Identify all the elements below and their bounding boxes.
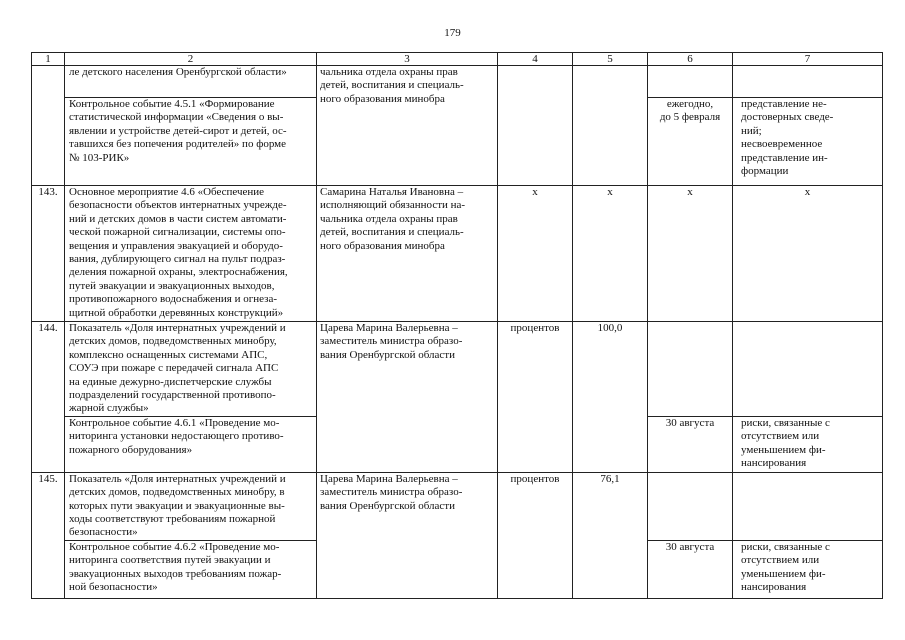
risk-cell bbox=[733, 98, 883, 186]
responsible-cell bbox=[317, 322, 498, 473]
table-row bbox=[32, 186, 883, 322]
text-line: СОУЭ при пожаре с передачей сигнала АПС bbox=[69, 362, 279, 375]
text-line: Контрольное событие 4.6.2 «Проведение мо- bbox=[69, 540, 280, 553]
text-line: ниторинга установки недостающего противо- bbox=[69, 430, 284, 443]
control-event-cell bbox=[65, 98, 317, 186]
text-line: статистической информации «Сведения о вы- bbox=[69, 111, 284, 124]
text-line: детских домов, подведомственных минобру, bbox=[69, 335, 277, 348]
table-row bbox=[32, 322, 883, 417]
text-line: нансирования bbox=[741, 581, 807, 594]
text-line: № 103-РИК» bbox=[69, 151, 130, 164]
text-line: отсутствием или bbox=[741, 430, 820, 443]
unit-cell: процентов bbox=[498, 472, 573, 598]
text-line: представление не- bbox=[741, 98, 827, 110]
unit-cell bbox=[498, 66, 573, 186]
header-cell: 3 bbox=[317, 53, 498, 66]
text-line: вания Оренбургской области bbox=[320, 348, 455, 361]
text-line: деления пожарной охраны, электроснабжения, bbox=[69, 266, 288, 279]
text-line: безопасности» bbox=[69, 526, 138, 539]
item-text-cell bbox=[65, 472, 317, 540]
value-cell: 100,0 bbox=[573, 322, 648, 473]
header-cell: 4 bbox=[498, 53, 573, 66]
text-line: Царева Марина Валерьевна – bbox=[320, 472, 458, 485]
risk-cell bbox=[733, 66, 883, 98]
text-line: риски, связанные с bbox=[741, 416, 830, 429]
text-line: Контрольное событие 4.6.1 «Проведение мо- bbox=[69, 416, 280, 429]
text-line: уменьшением фи- bbox=[741, 567, 826, 580]
text-line: вещения и управления эвакуацией и оборудо- bbox=[69, 239, 283, 252]
text-line: щитной обработки деревянных конструкций» bbox=[69, 306, 284, 319]
risk-cell: х bbox=[733, 186, 883, 322]
text-line: которых пути эвакуации и эвакуационные вы- bbox=[69, 499, 285, 512]
item-text-cell bbox=[65, 66, 317, 98]
table-row bbox=[32, 66, 883, 98]
text-line: уменьшением фи- bbox=[741, 443, 826, 456]
text-line: комплексно оснащенных системами АПС, bbox=[69, 348, 268, 361]
text-line: ний и детских домов в части систем автомати- bbox=[69, 212, 287, 225]
table-header-row bbox=[32, 53, 883, 66]
text-line: ходы соответствуют требованиям пожарной bbox=[69, 513, 276, 526]
unit-cell: процентов bbox=[498, 322, 573, 473]
control-event-cell bbox=[65, 416, 317, 472]
text-line: Основное мероприятие 4.6 «Обеспечение bbox=[69, 186, 265, 198]
text-line: до 5 февраля bbox=[659, 111, 721, 124]
row-number-cell: 143. bbox=[32, 186, 65, 322]
text-line: Самарина Наталья Ивановна – bbox=[320, 186, 464, 198]
term-cell: х bbox=[648, 186, 733, 322]
term-cell: 30 августа bbox=[648, 416, 733, 472]
text-line: чальника отдела охраны прав bbox=[320, 212, 458, 225]
text-line: представление ин- bbox=[741, 151, 828, 164]
unit-cell: х bbox=[498, 186, 573, 322]
risk-cell bbox=[733, 540, 883, 598]
text-line: ного образования минобра bbox=[320, 239, 445, 252]
term-cell bbox=[648, 98, 733, 186]
row-number-cell: 145. bbox=[32, 472, 65, 598]
responsible-cell bbox=[317, 472, 498, 598]
text-line: детских домов, подведомственных минобру, в bbox=[69, 486, 285, 499]
text-line: отсутствием или bbox=[741, 554, 820, 567]
text-line: жарной службы» bbox=[69, 402, 149, 415]
text-line: Царева Марина Валерьевна – bbox=[320, 322, 458, 334]
text-line: эвакуационных выходов требованиям пожар- bbox=[69, 567, 282, 580]
text-line: подразделений государственной противопо- bbox=[69, 389, 276, 402]
text-line: детей, воспитания и специаль- bbox=[320, 226, 464, 239]
item-text-cell bbox=[65, 186, 317, 322]
text-line: формации bbox=[741, 165, 789, 178]
text-line: детей, воспитания и специаль- bbox=[320, 79, 464, 92]
text-line: вания, дублирующего сигнал на пульт подраз- bbox=[69, 253, 286, 266]
risk-cell bbox=[733, 416, 883, 472]
text-line: противопожарного водоснабжения и огнеза- bbox=[69, 293, 278, 306]
value-cell: 76,1 bbox=[573, 472, 648, 598]
value-cell bbox=[573, 66, 648, 186]
page-number: 179 bbox=[444, 27, 461, 39]
text-line: вания Оренбургской области bbox=[320, 499, 455, 512]
header-cell: 5 bbox=[573, 53, 648, 66]
row-number-cell bbox=[32, 66, 65, 186]
text-line: исполняющий обязанности на- bbox=[320, 199, 466, 212]
risk-cell bbox=[733, 322, 883, 417]
text-line: нансирования bbox=[741, 457, 807, 470]
text-line: ле детского населения Оренбургской области» bbox=[69, 66, 287, 78]
row-number-cell: 144. bbox=[32, 322, 65, 473]
text-line: несвоевременное bbox=[741, 138, 823, 151]
text-line: достоверных сведе- bbox=[741, 111, 834, 124]
control-event-cell bbox=[65, 540, 317, 598]
text-line: ческой пожарной сигнализации, системы опо- bbox=[69, 226, 286, 239]
text-line: на единые дежурно-диспетчерские службы bbox=[69, 375, 272, 388]
text-line: Показатель «Доля интернатных учреждений и bbox=[69, 472, 286, 485]
header-cell: 1 bbox=[32, 53, 65, 66]
text-line: безопасности объектов интернатных учрежде- bbox=[69, 199, 287, 212]
text-line: ной безопасности» bbox=[69, 581, 158, 594]
text-line: чальника отдела охраны прав bbox=[320, 66, 458, 78]
text-line: тавшихся без попечения родителей» по форме bbox=[69, 138, 286, 151]
term-cell bbox=[648, 322, 733, 417]
text-line: ний; bbox=[741, 124, 762, 137]
risk-cell bbox=[733, 472, 883, 540]
term-cell bbox=[648, 66, 733, 98]
text-line: пожарного оборудования» bbox=[69, 443, 193, 456]
header-cell: 6 bbox=[648, 53, 733, 66]
text-line: ежегодно, bbox=[666, 98, 714, 110]
term-cell bbox=[648, 472, 733, 540]
text-line: Показатель «Доля интернатных учреждений и bbox=[69, 322, 286, 334]
text-line: Контрольное событие 4.5.1 «Формирование bbox=[69, 98, 275, 110]
text-line: ниторинга соответствия путей эвакуации и bbox=[69, 554, 271, 567]
text-line: путей эвакуации и эвакуационных выходов, bbox=[69, 279, 275, 292]
program-table bbox=[31, 52, 883, 599]
text-line: ного образования минобра bbox=[320, 92, 445, 105]
table-row bbox=[32, 472, 883, 540]
text-line: заместитель министра образо- bbox=[320, 486, 463, 499]
term-cell: 30 августа bbox=[648, 540, 733, 598]
header-cell: 7 bbox=[733, 53, 883, 66]
header-cell: 2 bbox=[65, 53, 317, 66]
item-text-cell bbox=[65, 322, 317, 417]
text-line: явлении и устройстве детей-сирот и детей, ос- bbox=[69, 124, 287, 137]
text-line: риски, связанные с bbox=[741, 540, 830, 553]
text-line: заместитель министра образо- bbox=[320, 335, 463, 348]
value-cell: х bbox=[573, 186, 648, 322]
responsible-cell bbox=[317, 186, 498, 322]
responsible-cell bbox=[317, 66, 498, 186]
